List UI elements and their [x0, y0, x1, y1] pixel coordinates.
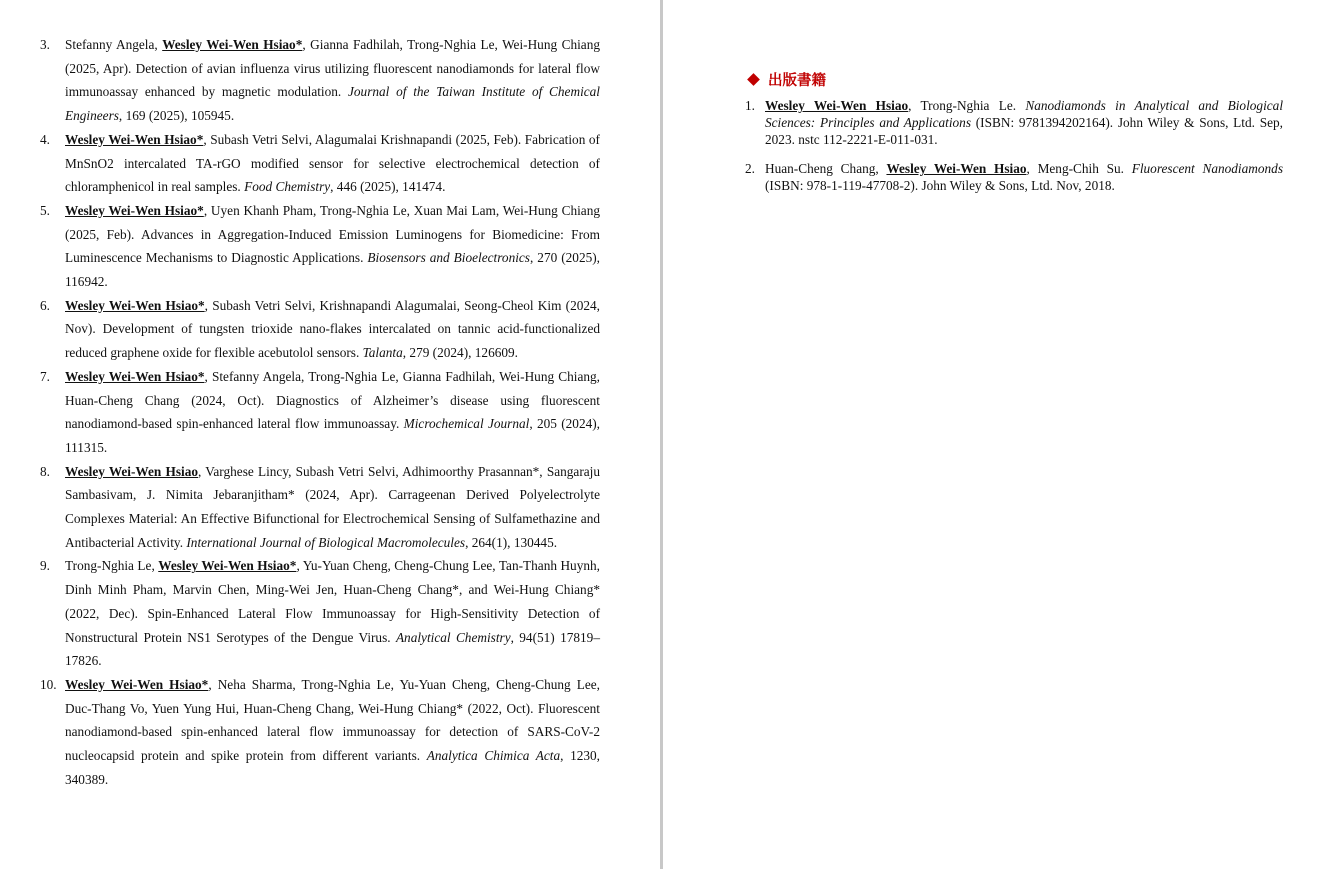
- entry-number: 6.: [40, 297, 50, 313]
- entry-coauthors-before: Stefanny Angela,: [65, 37, 163, 52]
- entry-number: 7.: [40, 368, 50, 384]
- highlighted-author: Wesley Wei-Wen Hsiao*: [65, 368, 205, 384]
- highlighted-author: Wesley Wei-Wen Hsiao*: [65, 202, 204, 218]
- journal-name: Journal of the Taiwan Institute of Chemical Engineers: [65, 84, 601, 124]
- book-entry-2: [745, 160, 1283, 194]
- journal-entry-9: [40, 554, 600, 673]
- books-heading-text: 出版書籍: [768, 73, 826, 89]
- book-title: Fluorescent Nanodiamonds: [1131, 161, 1283, 176]
- highlighted-author: Wesley Wei-Wen Hsiao: [886, 161, 1027, 176]
- entry-details: , Varghese Lincy, Subash Vetri Selvi, Adhimoorthy Prasannan*, Sangaraju Sambasivam, J. Nimita Jebaranjitham* (2024, Apr). Carrageenan Derived Polyelectrolyte Complexes Material: An Effective Bifunctional for Electrochemical Sensing of Sulfamethazine and Antibacterial Activity.: [65, 463, 600, 550]
- journal-publication-list: [40, 33, 600, 792]
- journal-name: Analytica Chimica Acta: [426, 748, 561, 764]
- entry-details: , Stefanny Angela, Trong-Nghia Le, Gianna Fadhilah, Wei-Hung Chiang, Huan-Cheng Chang (2024, Oct). Diagnostics of Alzheimer’s disease using fluorescent nanodiamond-based spin-enhanced lateral flow immunoassay.: [65, 368, 600, 432]
- entry-number: 4.: [40, 131, 50, 147]
- journal-name: International Journal of Biological Macromolecules: [186, 534, 466, 550]
- entry-publisher: (ISBN: 9781394202164). John Wiley & Sons, Ltd. Sep, 2023. nstc 112-2221-E-011-031.: [765, 115, 1283, 147]
- entry-volume: , 270 (2025), 116942.: [65, 250, 600, 290]
- journal-name: Food Chemistry: [244, 179, 331, 195]
- journal-name: Analytical Chemistry: [395, 629, 511, 645]
- entry-coauthors-before: Trong-Nghia Le,: [65, 558, 159, 574]
- highlighted-author: Wesley Wei-Wen Hsiao*: [162, 37, 303, 52]
- highlighted-author: Wesley Wei-Wen Hsiao: [765, 98, 909, 113]
- journal-name: Microchemical Journal: [403, 416, 530, 432]
- entry-number: 1.: [745, 98, 755, 113]
- highlighted-author: Wesley Wei-Wen Hsiao*: [158, 558, 297, 574]
- journal-entry-5: [40, 199, 600, 294]
- journal-entry-7: [40, 365, 600, 460]
- entry-details: , Uyen Khanh Pham, Trong-Nghia Le, Xuan Mai Lam, Wei-Hung Chiang (2025, Feb). Advances in Aggregation-Induced Emission Luminogens for Biomedicine: From Luminescence Mechanisms to Diagnostic Applications.: [65, 202, 600, 266]
- highlighted-author: Wesley Wei-Wen Hsiao*: [65, 676, 209, 692]
- entry-details: , Subash Vetri Selvi, Alagumalai Krishnapandi (2025, Feb). Fabrication of MnSnO2 intercalated TA-rGO modified sensor for selective electrochemical detection of chloramphenicol in real samples.: [65, 131, 600, 195]
- highlighted-author: Wesley Wei-Wen Hsiao*: [65, 131, 204, 147]
- entry-publisher: (ISBN: 978-1-119-47708-2). John Wiley & Sons, Ltd. Nov, 2018.: [765, 178, 1115, 193]
- book-title: Nanodiamonds in Analytical and Biological Sciences: Principles and Applications: [765, 98, 1284, 130]
- entry-number: 9.: [40, 558, 50, 574]
- highlighted-author: Wesley Wei-Wen Hsiao*: [65, 297, 205, 313]
- journal-entry-3: [40, 33, 600, 128]
- right-page: [663, 0, 1321, 869]
- entry-details: , Neha Sharma, Trong-Nghia Le, Yu-Yuan Cheng, Cheng-Chung Lee, Duc-Thang Vo, Yuen Yung Hui, Huan-Cheng Chang, Wei-Hung Chiang* (2022, Oct). Fluorescent nanodiamond-based spin-enhanced lateral flow immunoassay for detection of SARS-CoV-2 nucleocapsid protein and spike protein from different variants.: [65, 676, 600, 764]
- journal-name: Talanta: [362, 345, 403, 361]
- entry-volume: , 446 (2025), 141474.: [330, 179, 446, 195]
- entry-number: 2.: [745, 161, 755, 176]
- entry-number: 10.: [40, 676, 57, 692]
- entry-coauthors-before: Huan-Cheng Chang,: [765, 161, 887, 176]
- entry-coauthors: , Meng-Chih Su.: [1026, 161, 1132, 176]
- entry-volume: , 264(1), 130445.: [465, 534, 558, 550]
- entry-volume: , 205 (2024), 111315.: [65, 416, 601, 455]
- books-section-heading: [746, 69, 826, 90]
- journal-entry-8: [40, 460, 600, 555]
- left-page: [0, 0, 660, 869]
- entry-details: , Subash Vetri Selvi, Krishnapandi Alagumalai, Seong-Cheol Kim (2024, Nov). Development of tungsten trioxide nano-flakes intercalated on tannic acid-functionalized reduced graphene oxide for flexible acebutolol sensors.: [65, 297, 600, 361]
- journal-name: Biosensors and Bioelectronics: [367, 250, 530, 266]
- entry-volume: , 169 (2025), 105945.: [118, 108, 235, 124]
- entry-coauthors: , Trong-Nghia Le.: [908, 98, 1026, 113]
- diamond-bullet-icon: [747, 73, 760, 86]
- entry-details: , Gianna Fadhilah, Trong-Nghia Le, Wei-Hung Chiang (2025, Apr). Detection of avian influenza virus utilizing fluorescent nanodiamonds for lateral flow immunoassay enhanced by magnetic modulation.: [65, 37, 600, 100]
- entry-volume: , 94(51) 17819–17826.: [65, 629, 600, 669]
- entry-volume: , 279 (2024), 126609.: [402, 345, 518, 361]
- journal-entry-6: [40, 294, 600, 365]
- entry-number: 8.: [40, 463, 50, 479]
- entry-number: 5.: [40, 202, 50, 218]
- entry-volume: , 1230, 340389.: [65, 748, 600, 787]
- entry-details: , Yu-Yuan Cheng, Cheng-Chung Lee, Tan-Thanh Huynh, Dinh Minh Pham, Marvin Chen, Ming-Wei Jen, Huan-Cheng Chang*, and Wei-Hung Chiang* (2022, Dec). Spin-Enhanced Lateral Flow Immunoassay for High-Sensitivity Detection of Nonstructural Protein NS1 Serotypes of the Dengue Virus.: [65, 558, 600, 645]
- highlighted-author: Wesley Wei-Wen Hsiao: [65, 463, 198, 479]
- journal-entry-10: [40, 673, 600, 792]
- journal-entry-4: [40, 128, 600, 199]
- book-entry-1: [745, 97, 1283, 148]
- entry-number: 3.: [40, 37, 50, 52]
- book-publication-list: [745, 97, 1283, 206]
